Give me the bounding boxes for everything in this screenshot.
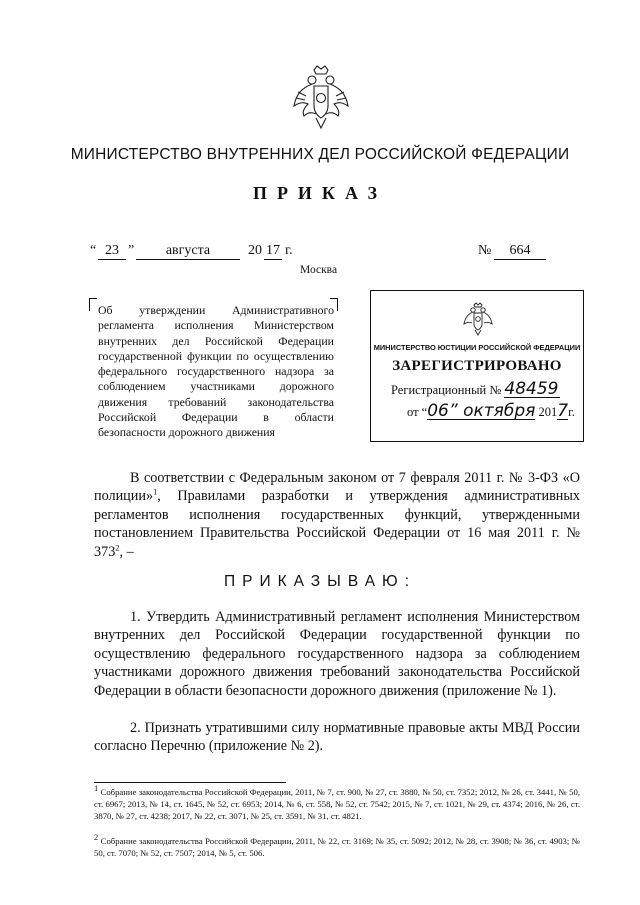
date-day: 23 — [98, 243, 126, 260]
preamble-part-3: , – — [119, 543, 134, 560]
order-item-2: 2. Признать утратившими силу нормативные правовые акты МВД России согласно Перечню (приложение № 2). — [94, 720, 580, 755]
order-directive-heading: ПРИКАЗЫВАЮ: — [223, 573, 417, 590]
subject-bracket-left — [89, 298, 97, 311]
footnote-2 — [94, 832, 580, 859]
date-number-line — [90, 243, 560, 265]
stamp-registration-label: Регистрационный № — [391, 383, 502, 397]
ministry-name: МИНИСТЕРСТВО ВНУТРЕННИХ ДЕЛ РОССИЙСКОЙ ФЕДЕРАЦИИ — [70, 146, 570, 163]
stamp-date-line — [407, 403, 575, 420]
date-year-suffix: 17 — [266, 243, 280, 258]
date-year-mark: г. — [285, 243, 293, 258]
stamp-registration-line — [391, 381, 560, 398]
order-number: 664 — [494, 243, 546, 260]
stamp-registered: ЗАРЕГИСТРИРОВАНО — [392, 358, 562, 374]
date-year-prefix: 20 — [248, 243, 262, 258]
order-item-1: 1. Утвердить Административный регламент исполнения Министерством внутренних дел Российской Федерации государственной функции по осуществлению федерального государственного надзора за соблюдением участниками дорожного движения требований законодательства Российской Федерации в области безопасности дорожного движения (приложение № 1). — [94, 609, 580, 699]
order-number-label: № — [478, 243, 492, 258]
stamp-registration-number: 48459 — [504, 379, 559, 399]
stamp-organization: МИНИСТЕРСТВО ЮСТИЦИИ РОССИЙСКОЙ ФЕДЕРАЦИИ — [373, 343, 581, 352]
stamp-year-handwritten: 7 — [557, 401, 569, 421]
stamp-coat-of-arms-icon — [463, 301, 493, 337]
city: Москва — [300, 264, 338, 276]
footnote-ref-2[interactable]: 2 — [115, 541, 120, 552]
date-close-quote: ” — [128, 243, 135, 258]
order-subject: Об утверждении Административного регламента исполнения Министерством внутренних дел Российской Федерации государственной функции по осуществлению федерального государственного надзора за соблюдением участниками дорожного движения требований законодательства Российской Федерации в области безопасности дорожного движения — [98, 303, 334, 440]
footnote-1-mark: 1 — [94, 783, 99, 794]
preamble-part-2: , Правилами разработки и утверждения административных регламентов исполнения государственных функций, утвержденными постановлением Правительства Российской Федерации от 16 мая 2011 г. № 373 — [94, 488, 580, 560]
footnote-separator — [94, 782, 286, 783]
footnote-2-mark: 2 — [94, 832, 99, 843]
stamp-date-handwritten: 06” октября — [427, 401, 536, 421]
stamp-year-prefix: 201 — [538, 405, 558, 419]
footnote-2-text: Собрание законодательства Российской Федерации, 2011, № 22, ст. 3169; № 35, ст. 5092; 2012, № 28, ст. 3908; № 36, ст. 4903; № 50, ст. 7070; № 52, ст. 7507; 2014, № 5, ст. 506. — [94, 836, 580, 859]
registration-stamp — [370, 290, 584, 442]
date-month: августа — [136, 243, 240, 260]
document-type-title: ПРИКАЗ — [252, 183, 388, 203]
footnote-1 — [94, 783, 580, 822]
stamp-date-prefix: от “ — [407, 405, 428, 419]
footnote-ref-1[interactable]: 1 — [153, 486, 158, 497]
date-open-quote: “ — [90, 243, 97, 258]
preamble-part-1: В соответствии с Федеральным законом от 7 февраля 2011 г. № 3-ФЗ «О полиции» — [94, 470, 580, 505]
stamp-year-mark: г. — [568, 405, 575, 419]
preamble-paragraph — [94, 469, 580, 561]
footnote-1-text: Собрание законодательства Российской Федерации, 2011, № 7, ст. 900, № 27, ст. 3880, № 50, ст. 7352; 2012, № 26, ст. 3441, № 50, ст. 6967; 2013, № 14, ст. 1645, № 52, ст. 6953; 2014, № 6, ст. 558, № 52, ст. 7542; 2015, № 7, ст. 1021, № 29, ст. 4374; 2016, № 26, ст. 3870, № 27, ст. 4238; 2017, № 22, ст. 3071, № 25, ст. 3591, № 31, ст. 4821. — [94, 787, 580, 822]
coat-of-arms-icon — [292, 62, 350, 132]
